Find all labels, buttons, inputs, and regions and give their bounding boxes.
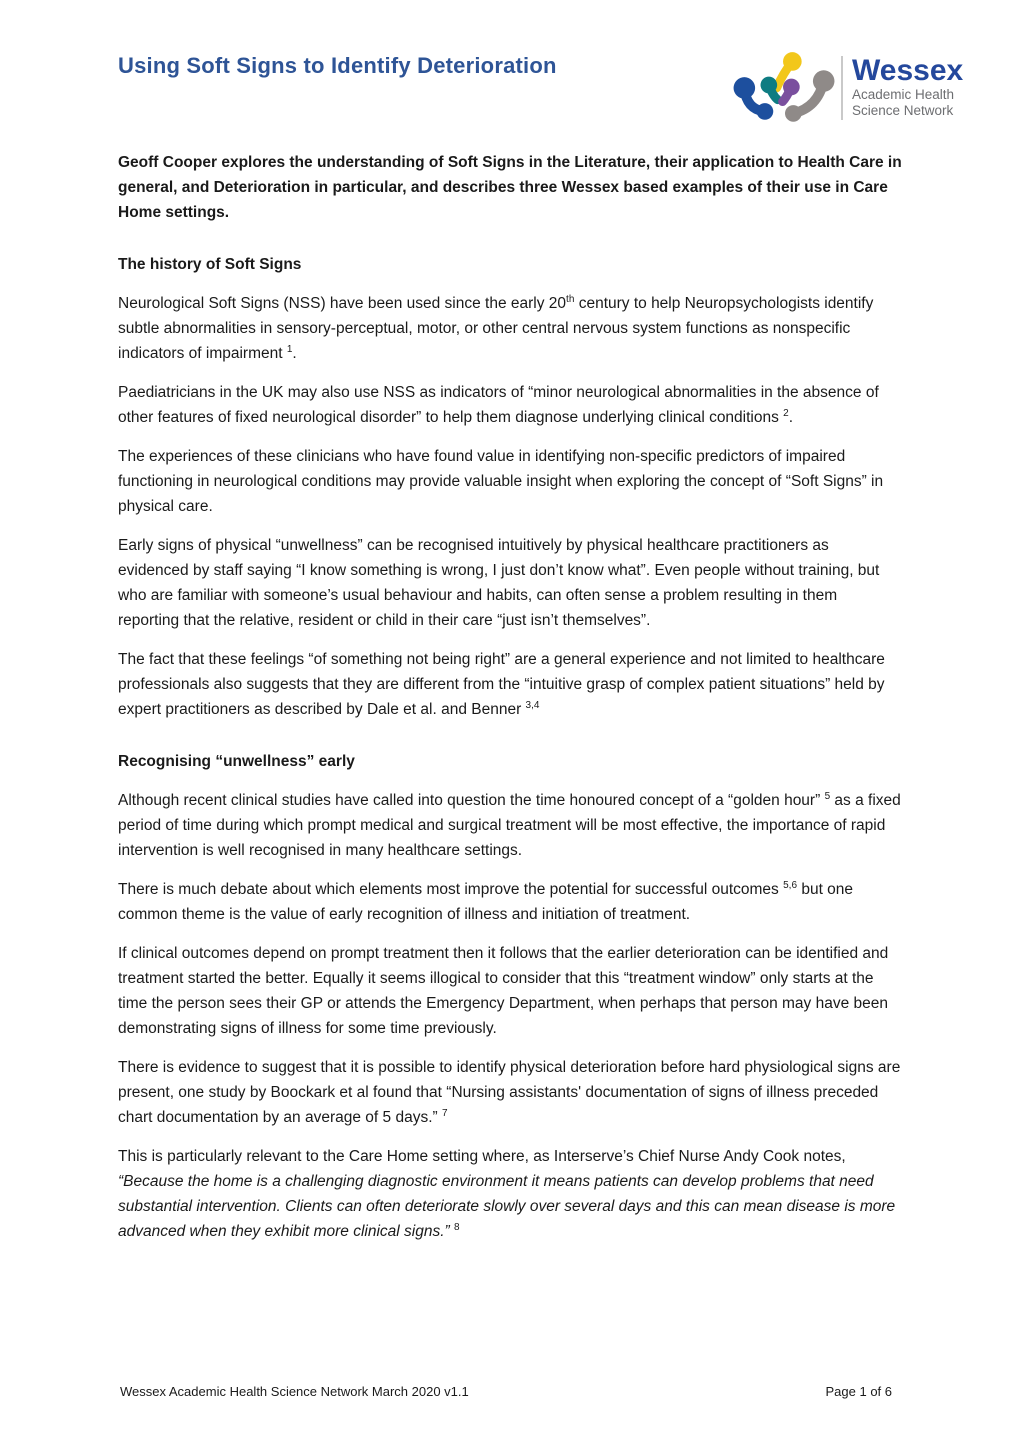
- paragraph: Early signs of physical “unwellness” can be recognised intuitively by physical healthcare practitioners as evidenced by staff saying “I know something is wrong, I just don’t know what”. Even people without training, but who are familiar with someone’s usual behaviour and habits, can often sense a problem resulting in them reporting that the relative, resident or child in their care “just isn’t themselves”.: [118, 537, 880, 629]
- page-footer: [120, 1384, 892, 1400]
- paragraph: If clinical outcomes depend on prompt treatment then it follows that the earlier deterioration can be identified and treatment started the better. Equally it seems illogical to consider that this “treatment window” only starts at the time the person sees their GP or attends the Emergency Department, when perhaps that person may have been demonstrating signs of illness for some time previously.: [118, 945, 889, 1037]
- citation-superscript: 1: [286, 343, 293, 355]
- logo-brand: Wessex: [852, 53, 964, 87]
- page-title: Using Soft Signs to Identify Deterioration: [118, 53, 557, 78]
- paragraph: Paediatricians in the UK may also use NSS as indicators of “minor neurological abnormalities in the absence of other features of fixed neurological disorder” to help them diagnose underlying clinical conditions $^2$.: [118, 384, 879, 426]
- document-body: [118, 150, 902, 1244]
- logo-subtitle-line2: Science Network: [852, 103, 954, 118]
- citation-superscript: th: [566, 293, 575, 305]
- citation-superscript: 7: [441, 1107, 448, 1119]
- citation-superscript: 8: [454, 1221, 460, 1233]
- paragraph: This is particularly relevant to the Care Home setting where, as Interserve’s Chief Nurse Andy Cook notes, “Because the home is a challenging diagnostic environment it means patients can develop problems that need substantial intervention. Clients can often deteriorate slowly over several days and this can mean disease is more advanced when they exhibit more clinical signs.” $^8$: [118, 1148, 896, 1240]
- paragraph: Although recent clinical studies have called into question the time honoured concept of a “golden hour” $^5$ as a fixed period of time during which prompt medical and surgical treatment will be most effective, the importance of rapid intervention is well recognised in many healthcare settings.: [118, 790, 901, 859]
- footer-version-text: Wessex Academic Health Science Network March 2020 v1.1: [120, 1384, 469, 1399]
- citation-superscript: 5: [824, 790, 831, 802]
- paragraph: Geoff Cooper explores the understanding of Soft Signs in the Literature, their application to Health Care in general, and Deterioration in particular, and describes three Wessex based examples of their use in Care Home settings.: [118, 154, 902, 221]
- section-heading: Recognising “unwellness” early: [118, 753, 355, 770]
- document-content: [118, 52, 902, 1258]
- citation-superscript: 2: [783, 407, 789, 419]
- logo-subtitle-line1: Academic Health: [852, 86, 955, 102]
- paragraph: There is evidence to suggest that it is possible to identify physical deterioration before hard physiological signs are present, one study by Boockark et al found that “Nursing assistants' documentation of signs of illness preceded chart documentation by an average of 5 days.” $^7$: [118, 1059, 901, 1126]
- paragraph: Neurological Soft Signs (NSS) have been used since the early 20th century to help Neuropsychologists identify subtle abnormalities in sensory-perceptual, motor, or other central nervous system functions as nonspecific indicators of impairment $^1$.: [118, 293, 874, 362]
- paragraph: There is much debate about which elements most improve the potential for successful outcomes $^{5,6}$ but one common theme is the value of early recognition of illness and initiation of treatment.: [118, 879, 854, 923]
- citation-superscript: 3,4: [525, 699, 540, 711]
- section-heading: The history of Soft Signs: [118, 256, 302, 273]
- paragraph: The experiences of these clinicians who have found value in identifying non-specific predictors of impaired functioning in neurological conditions may provide valuable insight when exploring the concept of “Soft Signs” in physical care.: [118, 448, 884, 515]
- paragraph: The fact that these feelings “of something not being right” are a general experience and not limited to healthcare professionals also suggests that they are different from the “intuitive grasp of complex patient situations” held by expert practitioners as described by Dale et al. and Benner $^{3,4}$: [118, 651, 885, 718]
- citation-superscript: 5,6: [783, 879, 798, 891]
- footer-page-number: Page 1 of 6: [825, 1384, 892, 1399]
